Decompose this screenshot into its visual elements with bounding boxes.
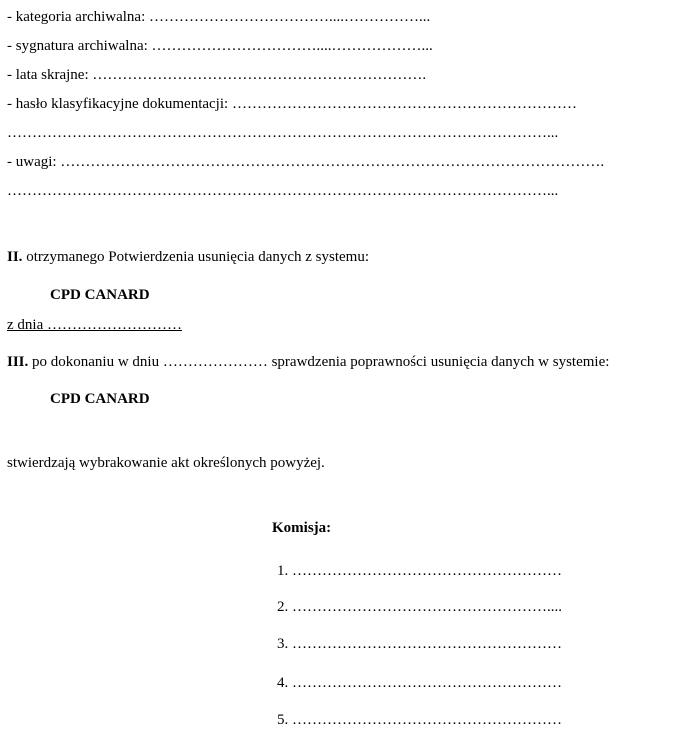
commission-member-line: 3. ………………………………………………	[277, 636, 562, 652]
section-text: sprawdzenia poprawności usunięcia danych w systemie:	[267, 354, 610, 370]
field-label: - lata skrajne:	[7, 67, 93, 83]
conclusion-text: stwierdzają wybrakowanie akt określonych powyżej.	[7, 455, 325, 471]
section-text: po dokonaniu w dniu	[28, 354, 163, 370]
field-fill-dots: ………………………………………………………………………………………………...	[7, 183, 559, 199]
commission-title: Komisja:	[272, 520, 332, 536]
commission-member-line: 1. ………………………………………………	[277, 563, 562, 579]
section-numeral: II.	[7, 249, 23, 265]
field-lata-skrajne	[7, 66, 426, 84]
field-continuation-line	[7, 124, 558, 142]
section-text: otrzymanego Potwierdzenia usunięcia danych z systemu:	[22, 249, 369, 265]
field-sygnatura-archiwalna	[7, 37, 433, 55]
section-2-heading	[7, 248, 369, 266]
section-3-heading	[7, 353, 609, 371]
field-kategoria-archiwalna	[7, 8, 430, 26]
field-haslo-klasyfikacyjne	[7, 95, 577, 113]
field-fill-dots: ………………………………………………………….	[92, 67, 427, 83]
commission-member-line: 5. ………………………………………………	[277, 712, 562, 728]
field-fill-dots: ……………………………....………………...	[151, 38, 433, 54]
field-label: - hasło klasyfikacyjne dokumentacji:	[7, 96, 232, 112]
commission-member-line: 2. ……………………………………………....	[277, 599, 562, 615]
field-fill-dots: ………………………………....……………...	[149, 9, 431, 25]
field-label: - kategoria archiwalna:	[7, 9, 150, 25]
field-continuation-line	[7, 182, 558, 200]
date-line: z dnia ………………………	[7, 317, 182, 333]
commission-member-line: 4. ………………………………………………	[277, 675, 562, 691]
system-name: CPD CANARD	[50, 287, 150, 303]
field-label: - uwagi:	[7, 154, 61, 170]
field-uwagi	[7, 153, 604, 171]
system-name: CPD CANARD	[50, 391, 150, 407]
section-numeral: III.	[7, 354, 29, 370]
field-fill-dots: ………………………………………………………………………………………………...	[7, 125, 559, 141]
field-fill-dots: ……………………………………………………………	[231, 96, 577, 112]
date-dots: …………………	[162, 354, 268, 370]
field-fill-dots: ……………………………………………………………………………………………….	[60, 154, 605, 170]
field-label: - sygnatura archiwalna:	[7, 38, 152, 54]
